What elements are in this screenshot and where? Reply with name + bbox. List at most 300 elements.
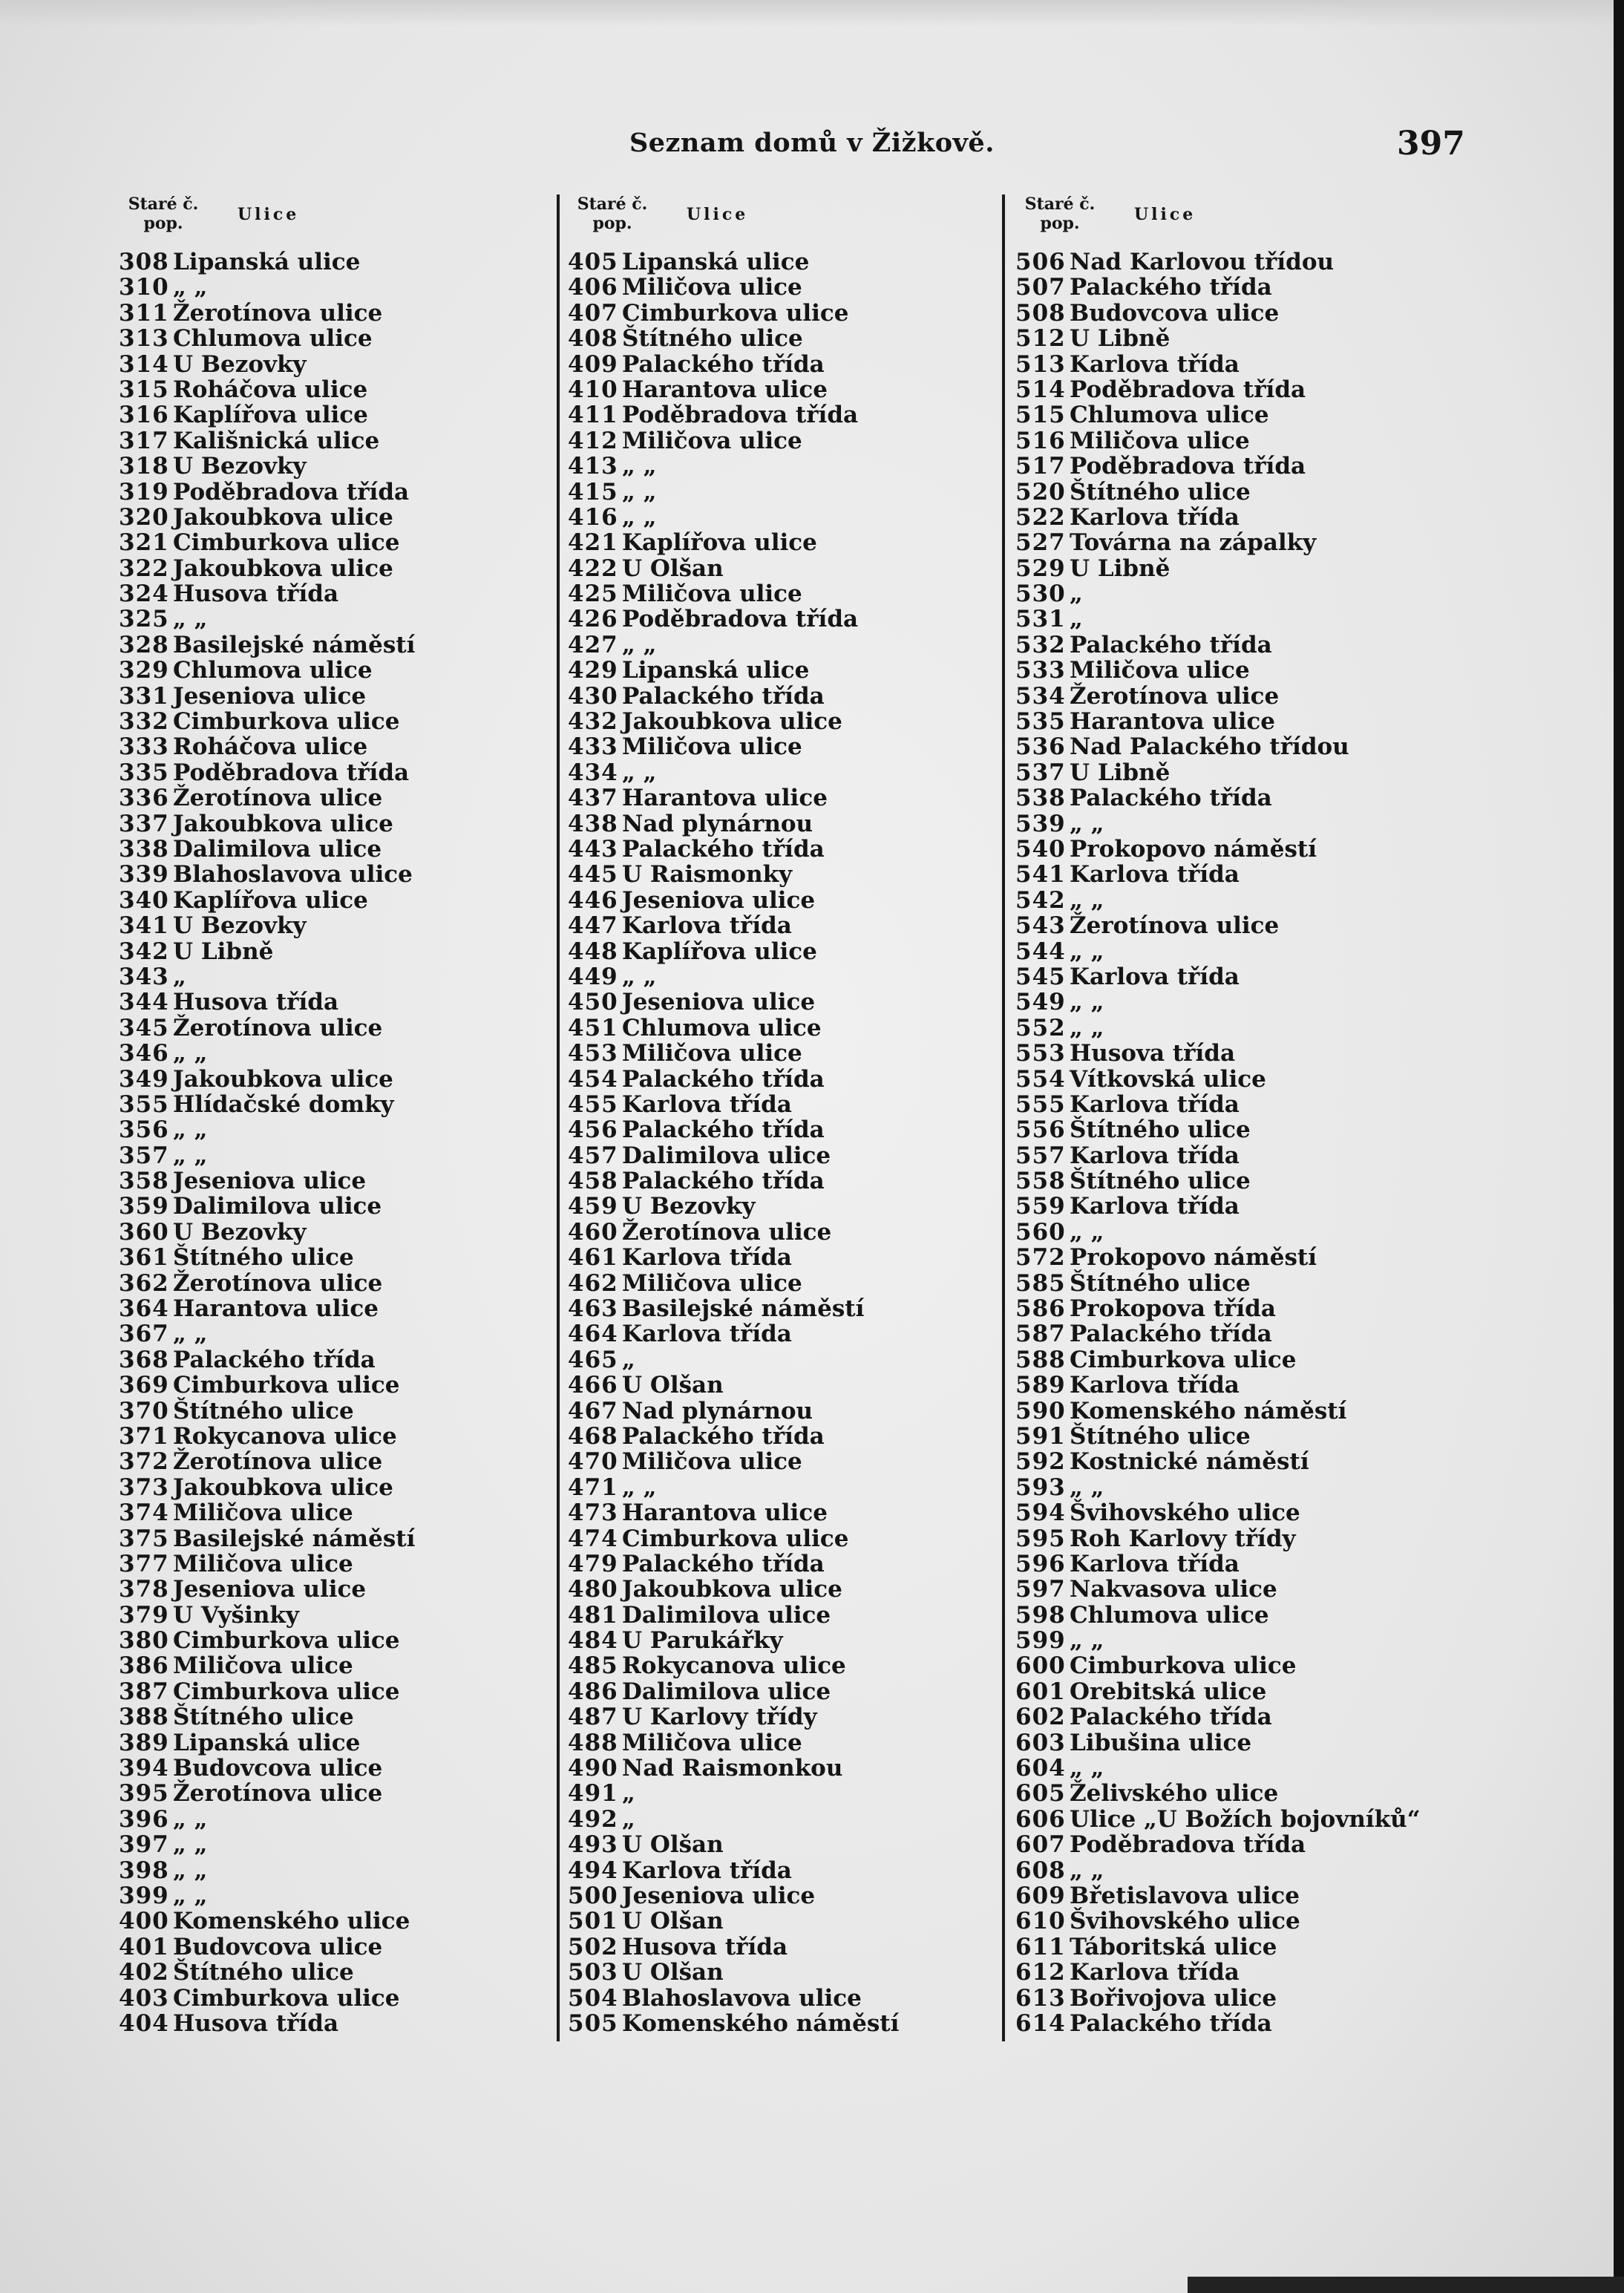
house-row	[119, 1730, 415, 1756]
house-row	[1015, 734, 1421, 759]
house-row	[568, 888, 899, 913]
street-name: Jeseniova ulice	[622, 1883, 816, 1909]
street-name: Palackého třída	[622, 1116, 825, 1144]
house-number: 349	[119, 1065, 169, 1093]
street-name: Basilejské náměstí	[173, 631, 416, 658]
house-row	[1015, 1807, 1421, 1832]
house-row	[568, 581, 899, 606]
house-row	[1015, 1730, 1421, 1756]
street-name: Palackého třída	[622, 835, 825, 863]
house-row	[568, 1245, 899, 1270]
house-row	[1015, 1220, 1421, 1245]
house-row	[1015, 1296, 1421, 1321]
house-row	[119, 377, 415, 402]
house-number: 337	[119, 810, 169, 837]
street-name: „	[622, 1346, 635, 1373]
house-number: 595	[1015, 1525, 1066, 1552]
street-name: Karlova třída	[1070, 350, 1240, 378]
house-row	[1015, 1117, 1421, 1142]
house-row	[119, 480, 415, 505]
house-number: 448	[568, 938, 618, 965]
house-row	[1015, 1858, 1421, 1883]
house-number: 432	[568, 708, 618, 736]
house-row	[119, 1143, 415, 1168]
house-number: 314	[119, 350, 169, 378]
street-name: Karlova třída	[1070, 1959, 1240, 1986]
house-row	[1015, 556, 1421, 581]
house-number: 520	[1015, 478, 1066, 506]
house-number: 416	[568, 503, 618, 531]
street-name: Prokopovo náměstí	[1070, 835, 1317, 863]
house-number: 449	[568, 963, 618, 990]
house-row	[119, 1628, 415, 1653]
street-name: Cimburkova ulice	[173, 1372, 400, 1399]
house-number: 536	[1015, 733, 1066, 761]
street-name: Kaplířova ulice	[622, 938, 817, 965]
house-number: 486	[568, 1678, 618, 1705]
street-name: Dalimilova ulice	[173, 835, 382, 863]
house-row	[568, 1832, 899, 1857]
house-number: 599	[1015, 1627, 1066, 1655]
house-row	[568, 1551, 899, 1577]
street-name: Budovcova ulice	[173, 1755, 383, 1782]
house-row	[1015, 2011, 1421, 2036]
street-name: Želivského ulice	[1070, 1780, 1279, 1808]
number-column-header: Staré č. pop.	[577, 194, 648, 233]
column-header	[568, 194, 899, 239]
house-row	[1015, 1321, 1421, 1347]
street-name: Štítného ulice	[173, 1244, 354, 1272]
house-number: 454	[568, 1065, 618, 1093]
house-row	[119, 1449, 415, 1474]
house-row	[119, 1067, 415, 1092]
number-column-header: Staré č. pop.	[128, 194, 199, 233]
scan-top-shadow	[0, 0, 1624, 27]
house-number: 473	[568, 1499, 618, 1527]
street-name: Jakoubkova ulice	[622, 708, 842, 736]
house-number: 379	[119, 1601, 169, 1629]
house-number: 517	[1015, 453, 1066, 480]
house-row	[568, 862, 899, 887]
house-row	[1015, 530, 1421, 555]
street-name: U Libně	[1070, 759, 1170, 786]
street-name: U Bezovky	[173, 912, 307, 940]
street-column-header: Ulice	[687, 205, 749, 224]
street-name: Roháčova ulice	[173, 376, 368, 403]
street-name: „ „	[622, 503, 657, 531]
house-row	[119, 1475, 415, 1500]
house-rows	[1015, 249, 1421, 2036]
house-number: 340	[119, 886, 169, 914]
street-name: Palackého třída	[1070, 274, 1272, 301]
street-name: Kališnická ulice	[173, 427, 380, 454]
house-row	[1015, 1475, 1421, 1500]
street-name: Libušina ulice	[1070, 1729, 1252, 1756]
house-row	[119, 964, 415, 990]
street-name: Žerotínova ulice	[1070, 682, 1280, 710]
street-name: U Olšan	[622, 1831, 724, 1859]
house-number: 411	[568, 402, 618, 429]
house-number: 427	[568, 631, 618, 658]
street-name: „	[622, 1805, 635, 1833]
house-number: 325	[119, 606, 169, 633]
street-name: U Bezovky	[173, 350, 307, 378]
street-name: Miličova ulice	[622, 580, 802, 608]
house-number: 506	[1015, 249, 1066, 275]
street-name: „ „	[1070, 1627, 1104, 1655]
street-name: Miličova ulice	[622, 1448, 802, 1476]
house-row	[119, 1577, 415, 1602]
street-name: Miličova ulice	[622, 1269, 802, 1297]
street-name: Žerotínova ulice	[173, 1448, 383, 1476]
street-name: Nad Raismonkou	[622, 1755, 843, 1782]
street-name: Lipanská ulice	[173, 249, 361, 275]
house-row	[568, 1424, 899, 1449]
house-row	[568, 1399, 899, 1424]
house-number: 358	[119, 1168, 169, 1195]
house-number: 356	[119, 1116, 169, 1144]
house-row	[119, 837, 415, 862]
house-number: 493	[568, 1831, 618, 1859]
street-name: Husova třída	[173, 2009, 339, 2037]
street-name: Chlumova ulice	[1070, 1601, 1269, 1629]
house-row	[568, 377, 899, 402]
house-number: 345	[119, 1014, 169, 1041]
house-number: 403	[119, 1984, 169, 2012]
house-row	[119, 1960, 415, 1985]
street-name: Cimburkova ulice	[622, 299, 849, 327]
house-number: 409	[568, 350, 618, 378]
house-list-column-1	[119, 194, 415, 2036]
house-row	[119, 556, 415, 581]
house-number: 412	[568, 427, 618, 454]
house-row	[568, 837, 899, 862]
house-row	[119, 1092, 415, 1117]
house-number: 451	[568, 1014, 618, 1041]
street-name: Husova třída	[173, 989, 339, 1016]
street-name: „ „	[1070, 1014, 1104, 1041]
street-name: „ „	[173, 1321, 208, 1348]
house-row	[568, 1373, 899, 1398]
house-row	[119, 862, 415, 887]
house-row	[119, 1296, 415, 1321]
street-name: Kostnické náměstí	[1070, 1448, 1309, 1476]
street-name: „	[1070, 580, 1083, 608]
house-number: 395	[119, 1780, 169, 1808]
house-number: 535	[1015, 708, 1066, 736]
house-number: 494	[568, 1857, 618, 1884]
street-name: Harantova ulice	[622, 1499, 828, 1527]
house-row	[568, 1858, 899, 1883]
street-name: Štítného ulice	[1070, 1116, 1251, 1144]
house-row	[568, 428, 899, 454]
house-number: 404	[119, 2009, 169, 2037]
street-name: „ „	[173, 1831, 208, 1859]
house-row	[119, 1781, 415, 1806]
house-row	[119, 530, 415, 555]
house-number: 558	[1015, 1168, 1066, 1195]
street-name: Rokycanova ulice	[622, 1652, 846, 1680]
house-number: 315	[119, 376, 169, 403]
street-name: Nad plynárnou	[622, 810, 813, 837]
house-number: 406	[568, 274, 618, 301]
house-number: 398	[119, 1857, 169, 1884]
house-number: 355	[119, 1090, 169, 1118]
house-row	[568, 1679, 899, 1704]
house-row	[1015, 888, 1421, 913]
house-row	[119, 1168, 415, 1194]
page-title: Seznam domů v Žižkově.	[629, 128, 995, 158]
street-name: Komenského náměstí	[1070, 1397, 1347, 1424]
street-name: U Bezovky	[173, 1218, 307, 1246]
street-name: Palackého třída	[622, 1422, 825, 1450]
house-number: 316	[119, 402, 169, 429]
house-number: 402	[119, 1959, 169, 1986]
house-number: 529	[1015, 555, 1066, 582]
house-number: 372	[119, 1448, 169, 1476]
house-number: 308	[119, 249, 169, 275]
house-row	[1015, 1832, 1421, 1857]
house-row	[119, 606, 415, 632]
street-name: Dalimilova ulice	[173, 1193, 382, 1220]
street-name: Chlumova ulice	[173, 657, 373, 684]
house-number: 533	[1015, 657, 1066, 684]
street-name: „ „	[622, 453, 657, 480]
house-row	[1015, 1347, 1421, 1373]
house-number: 503	[568, 1959, 618, 1986]
house-number: 329	[119, 657, 169, 684]
house-row	[1015, 1245, 1421, 1270]
house-row	[568, 811, 899, 837]
house-number: 502	[568, 1933, 618, 1960]
house-row	[119, 301, 415, 326]
street-name: Miličova ulice	[1070, 427, 1250, 454]
street-name: Rokycanova ulice	[173, 1422, 397, 1450]
house-number: 552	[1015, 1014, 1066, 1041]
house-number: 374	[119, 1499, 169, 1527]
house-number: 591	[1015, 1422, 1066, 1450]
house-row	[119, 352, 415, 377]
house-row	[568, 275, 899, 300]
house-row	[568, 990, 899, 1015]
house-row	[568, 1526, 899, 1551]
house-number: 543	[1015, 912, 1066, 940]
house-number: 457	[568, 1142, 618, 1169]
house-number: 466	[568, 1372, 618, 1399]
street-name: Karlova třída	[1070, 1142, 1240, 1169]
house-row	[1015, 402, 1421, 428]
street-name: Cimburkova ulice	[1070, 1652, 1297, 1680]
street-name: Bořivojova ulice	[1070, 1984, 1277, 2012]
house-number: 313	[119, 325, 169, 353]
house-number: 467	[568, 1397, 618, 1424]
street-name: Nad plynárnou	[622, 1397, 813, 1424]
house-number: 588	[1015, 1346, 1066, 1373]
house-row	[568, 2011, 899, 2036]
house-number: 587	[1015, 1321, 1066, 1348]
house-row	[1015, 811, 1421, 837]
house-number: 601	[1015, 1678, 1066, 1705]
house-row	[1015, 606, 1421, 632]
house-row	[1015, 352, 1421, 377]
house-number: 429	[568, 657, 618, 684]
house-row	[568, 1704, 899, 1730]
house-number: 462	[568, 1269, 618, 1297]
street-name: Cimburkova ulice	[1070, 1346, 1297, 1373]
street-name: Cimburkova ulice	[173, 1678, 400, 1705]
street-name: Roháčova ulice	[173, 733, 368, 761]
house-number: 542	[1015, 886, 1066, 914]
house-row	[1015, 1373, 1421, 1398]
house-number: 596	[1015, 1550, 1066, 1577]
house-number: 388	[119, 1704, 169, 1731]
house-number: 324	[119, 580, 169, 608]
street-name: Žerotínova ulice	[173, 1014, 383, 1041]
street-name: Nakvasova ulice	[1070, 1576, 1277, 1603]
house-number: 470	[568, 1448, 618, 1476]
house-row	[1015, 275, 1421, 300]
house-number: 438	[568, 810, 618, 837]
street-name: Žerotínova ulice	[173, 785, 383, 812]
house-row	[568, 913, 899, 938]
house-row	[1015, 1603, 1421, 1628]
house-number: 557	[1015, 1142, 1066, 1169]
house-row	[568, 249, 899, 275]
street-name: Miličova ulice	[1070, 657, 1250, 684]
house-row	[568, 301, 899, 326]
street-name: Štítného ulice	[173, 1959, 354, 1986]
house-number: 479	[568, 1550, 618, 1577]
house-number: 371	[119, 1422, 169, 1450]
street-name: Chlumova ulice	[173, 325, 373, 353]
house-row	[119, 249, 415, 275]
street-name: „ „	[1070, 1857, 1104, 1884]
house-number: 426	[568, 606, 618, 633]
house-number: 318	[119, 453, 169, 480]
house-number: 594	[1015, 1499, 1066, 1527]
street-name: Palackého třída	[1070, 1704, 1272, 1731]
street-name: Karlova třída	[1070, 861, 1240, 889]
street-name: Chlumova ulice	[1070, 402, 1269, 429]
house-number: 380	[119, 1627, 169, 1655]
street-name: Karlova třída	[622, 912, 792, 940]
house-row	[119, 760, 415, 785]
house-row	[119, 1986, 415, 2011]
house-row	[119, 1500, 415, 1525]
street-name: Lipanská ulice	[173, 1729, 361, 1756]
street-column-header: Ulice	[1134, 205, 1196, 224]
house-row	[119, 939, 415, 964]
house-row	[1015, 377, 1421, 402]
house-number: 491	[568, 1780, 618, 1808]
house-number: 343	[119, 963, 169, 990]
house-row	[568, 352, 899, 377]
street-name: Blahoslavova ulice	[622, 1984, 862, 2012]
house-row	[119, 1424, 415, 1449]
house-row	[568, 1321, 899, 1347]
house-number: 531	[1015, 606, 1066, 633]
house-number: 613	[1015, 1984, 1066, 2012]
house-number: 516	[1015, 427, 1066, 454]
house-number: 463	[568, 1295, 618, 1323]
house-number: 321	[119, 529, 169, 557]
street-name: Štítného ulice	[173, 1704, 354, 1731]
house-row	[1015, 1883, 1421, 1908]
house-number: 614	[1015, 2009, 1066, 2037]
house-number: 413	[568, 453, 618, 480]
house-row	[568, 1015, 899, 1041]
street-name: „ „	[622, 478, 657, 506]
house-row	[1015, 760, 1421, 785]
house-row	[119, 326, 415, 351]
street-name: „ „	[173, 274, 208, 301]
column-header	[119, 194, 415, 239]
street-name: Lipanská ulice	[622, 249, 810, 275]
street-name: Cimburkova ulice	[622, 1525, 849, 1552]
house-number: 331	[119, 682, 169, 710]
house-row	[1015, 1143, 1421, 1168]
house-number: 480	[568, 1576, 618, 1603]
house-row	[568, 1500, 899, 1525]
house-number: 515	[1015, 402, 1066, 429]
house-number: 369	[119, 1372, 169, 1399]
house-number: 556	[1015, 1116, 1066, 1144]
house-number: 433	[568, 733, 618, 761]
street-name: Štítného ulice	[622, 325, 803, 353]
house-row	[119, 990, 415, 1015]
street-name: Lipanská ulice	[622, 657, 810, 684]
street-name: Dalimilova ulice	[622, 1678, 831, 1705]
house-number: 446	[568, 886, 618, 914]
house-number: 597	[1015, 1576, 1066, 1603]
house-row	[1015, 1628, 1421, 1653]
street-name: Palackého třída	[1070, 631, 1272, 658]
house-row	[119, 581, 415, 606]
house-number: 333	[119, 733, 169, 761]
house-row	[568, 632, 899, 658]
street-name: Karlova třída	[622, 1321, 792, 1348]
house-row	[1015, 1551, 1421, 1577]
house-rows	[119, 249, 415, 2036]
number-column-header: Staré č. pop.	[1024, 194, 1096, 233]
street-name: Prokopovo náměstí	[1070, 1244, 1317, 1272]
house-row	[1015, 990, 1421, 1015]
house-number: 607	[1015, 1831, 1066, 1859]
house-number: 554	[1015, 1065, 1066, 1093]
house-list-column-2	[568, 194, 899, 2036]
house-number: 359	[119, 1193, 169, 1220]
house-row	[1015, 862, 1421, 887]
house-row	[568, 454, 899, 479]
house-number: 311	[119, 299, 169, 327]
column-divider	[1002, 194, 1005, 2041]
house-row	[119, 1015, 415, 1041]
house-number: 386	[119, 1652, 169, 1680]
house-row	[119, 785, 415, 811]
house-row	[119, 402, 415, 428]
house-row	[568, 1960, 899, 1985]
house-number: 492	[568, 1805, 618, 1833]
street-name: Břetislavova ulice	[1070, 1883, 1300, 1909]
street-name: „ „	[1070, 810, 1104, 837]
street-name: Miličova ulice	[622, 1040, 802, 1067]
house-number: 322	[119, 555, 169, 582]
house-number: 396	[119, 1805, 169, 1833]
house-number: 362	[119, 1269, 169, 1297]
house-number: 604	[1015, 1755, 1066, 1782]
street-name: Karlova třída	[622, 1090, 792, 1118]
house-number: 407	[568, 299, 618, 327]
